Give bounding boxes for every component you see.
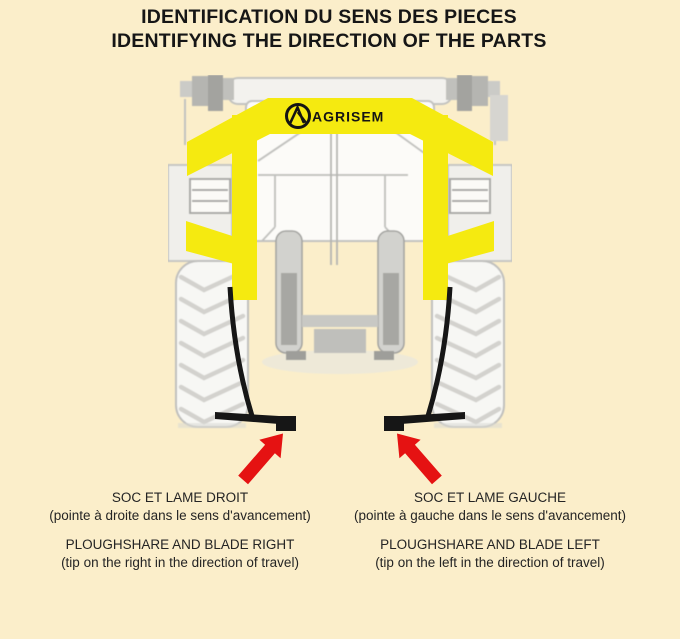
right-blade-en-note: (tip on the right in the direction of travel) bbox=[61, 555, 299, 570]
left-blade-fr-title: SOC ET LAME GAUCHE bbox=[413, 490, 567, 505]
red-arrow-right-icon bbox=[397, 434, 442, 485]
title-line-fr: IDENTIFICATION DU SENS DES PIECES bbox=[141, 6, 517, 28]
page-title bbox=[0, 6, 680, 53]
rear-linkage bbox=[276, 231, 404, 360]
brand-name: AGRISEM bbox=[312, 108, 385, 125]
left-blade-fr-note: (pointe à gauche dans le sens d'avancement) bbox=[353, 508, 626, 523]
right-blade-fr-title: SOC ET LAME DROIT bbox=[111, 490, 249, 505]
red-arrow-left-icon bbox=[238, 434, 283, 485]
left-blade-en-title: PLOUGHSHARE AND BLADE LEFT bbox=[380, 537, 600, 552]
frame-right-post bbox=[423, 115, 448, 300]
pointer-arrows bbox=[238, 434, 442, 485]
label-left-blade bbox=[335, 489, 645, 572]
left-blade-en-note: (tip on the left in the direction of travel) bbox=[375, 555, 605, 570]
right-blade-fr-note: (pointe à droite dans le sens d'avancement) bbox=[49, 508, 311, 523]
frame-left-post bbox=[232, 115, 257, 300]
label-right-blade bbox=[25, 489, 335, 572]
title-line-en: IDENTIFYING THE DIRECTION OF THE PARTS bbox=[111, 29, 547, 52]
right-blade-en-title: PLOUGHSHARE AND BLADE RIGHT bbox=[65, 537, 295, 552]
tractor-rear-view-diagram bbox=[168, 75, 512, 487]
